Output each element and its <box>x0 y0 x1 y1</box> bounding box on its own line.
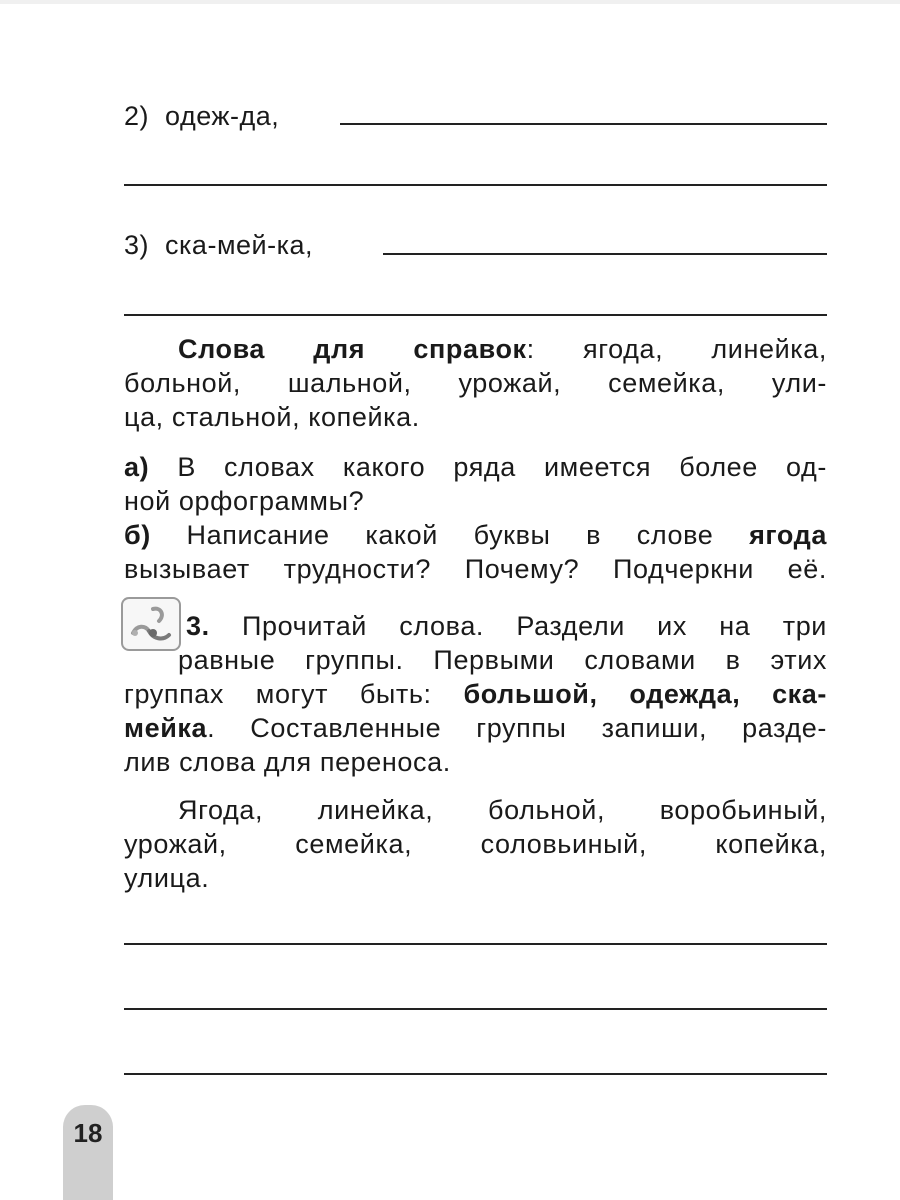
task-3-line-3 <box>124 677 827 711</box>
page-number: 18 <box>73 1118 103 1148</box>
word-list-line-2: урожай, семейка, соловьиный, копейка, <box>124 829 827 859</box>
answer-line[interactable] <box>124 1008 827 1010</box>
item-3-number: 3) <box>124 230 150 260</box>
top-band <box>0 0 900 4</box>
reference-heading: Слова для справок <box>178 334 527 364</box>
reference-line-2: больной, шальной, урожай, семейка, ули- <box>124 368 827 398</box>
answer-line[interactable] <box>340 123 827 125</box>
answer-line[interactable] <box>124 943 827 945</box>
item-2 <box>124 101 279 132</box>
word-list-line-1: Ягода, линейка, больной, воробьиный, <box>178 795 827 825</box>
question-b-line-1 <box>124 518 827 552</box>
item-2-word: одеж-да, <box>165 101 280 131</box>
task-3-line-1-text: Прочитай слова. Раздели их на три <box>209 611 827 641</box>
task-3-line-4 <box>124 711 827 745</box>
answer-line[interactable] <box>124 184 827 186</box>
task-3-example-word-end: мейка <box>124 713 208 743</box>
reference-line-1 <box>124 332 827 366</box>
item-3 <box>124 230 313 261</box>
answer-line[interactable] <box>383 253 827 255</box>
question-a-line-2: ной орфограммы? <box>124 486 365 516</box>
question-b-text: Написание какой буквы в слове <box>150 520 750 550</box>
word-list <box>124 793 827 895</box>
word-list-line-3: улица. <box>124 863 210 893</box>
task-3-line-5: лив слова для переноса. <box>124 747 451 777</box>
answer-line[interactable] <box>124 1073 827 1075</box>
task-3-line-3-text: группах могут быть: <box>124 679 464 709</box>
task-3 <box>124 609 827 779</box>
reference-line-3: ца, стальной, копейка. <box>124 402 420 432</box>
answer-line[interactable] <box>124 314 827 316</box>
task-3-number: 3. <box>186 611 210 641</box>
item-2-number: 2) <box>124 101 150 131</box>
task-3-line-4-text: . Составленные группы запиши, разде- <box>207 713 827 743</box>
item-3-word: ска-мей-ка, <box>165 230 314 260</box>
question-a-marker: а) <box>124 452 150 482</box>
task-3-line-1 <box>124 609 827 643</box>
question-b-marker: б) <box>124 520 151 550</box>
reference-line-1-text: ягода, линейка, <box>534 334 827 364</box>
question-a-text: В словах какого ряда имеется более од- <box>149 452 827 482</box>
question-b-word: ягода <box>749 520 827 550</box>
task-3-example-words: большой, одежда, ска- <box>463 679 827 709</box>
task-3-line-2: равные группы. Первыми словами в этих <box>178 645 827 675</box>
questions <box>124 450 827 586</box>
reference-words <box>124 332 827 434</box>
reference-colon: : <box>526 334 535 364</box>
question-a-line-1 <box>124 450 827 484</box>
question-b-line-2: вызывает трудности? Почему? Подчеркни её. <box>124 554 827 584</box>
